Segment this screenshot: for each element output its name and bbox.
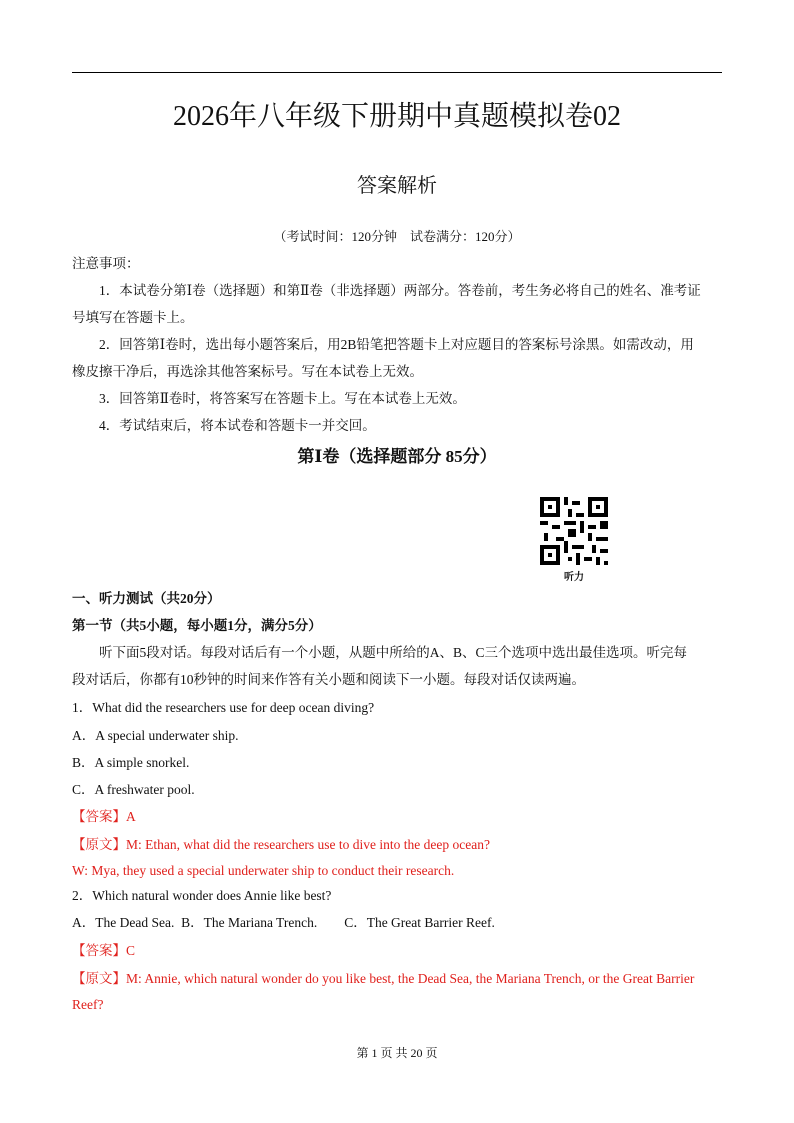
exam-info: （考试时间：120分钟 试卷满分：120分） — [273, 229, 521, 244]
question-1-transcript: W: Mya, they used a special underwater ship to conduct their research. — [72, 863, 455, 878]
page-subtitle: 答案解析 — [357, 175, 437, 197]
question-1-transcript: 【原文】M: Ethan, what did the researchers use to dive into the deep ocean? — [72, 837, 490, 852]
section-title: 第Ⅰ卷（选择题部分 85分） — [297, 447, 497, 466]
notice-line: 1．本试卷分第Ⅰ卷（选择题）和第Ⅱ卷（非选择题）两部分。答卷前，考生务必将自己的姓名、准考证 — [99, 283, 701, 298]
qr-code-icon[interactable] — [540, 497, 608, 565]
notice-line: 2．回答第Ⅰ卷时，选出每小题答案后，用2B铅笔把答题卡上对应题目的答案标号涂黑。如需改动，用 — [99, 337, 694, 352]
question-2: 2．Which natural wonder does Annie like best? — [72, 888, 332, 903]
header-rule — [72, 72, 722, 73]
notice-line: 3．回答第Ⅱ卷时，将答案写在答题卡上。写在本试卷上无效。 — [99, 391, 466, 406]
question-1: 1．What did the researchers use for deep ocean diving? — [72, 700, 375, 715]
notice-line: 4．考试结束后，将本试卷和答题卡一并交回。 — [99, 418, 376, 433]
question-2-options: A．The Dead Sea. B．The Mariana Trench. C．The Great Barrier Reef. — [72, 915, 495, 930]
question-1-option-a: A．A special underwater ship. — [72, 728, 239, 743]
question-2-answer: 【答案】C — [72, 943, 136, 958]
notice-heading: 注意事项： — [72, 256, 140, 271]
part-heading: 一、听力测试（共20分） — [72, 591, 221, 606]
instruction-line: 段对话后，你都有10秒钟的时间来作答有关小题和阅读下一小题。每段对话仅读两遍。 — [72, 672, 585, 687]
notice-line: 号填写在答题卡上。 — [72, 310, 194, 325]
question-1-option-b: B．A simple snorkel. — [72, 755, 190, 770]
qr-label: 听力 — [564, 572, 584, 583]
subsection-heading: 第一节（共5小题，每小题1分，满分5分） — [72, 618, 322, 633]
page-title: 2026年八年级下册期中真题模拟卷02 — [172, 101, 621, 132]
question-2-transcript: 【原文】M: Annie, which natural wonder do you like best, the Dead Sea, the Mariana Trench, or the Great Barrier — [72, 971, 695, 986]
question-1-option-c: C．A freshwater pool. — [72, 782, 195, 797]
instruction-line: 听下面5段对话。每段对话后有一个小题，从题中所给的A、B、C三个选项中选出最佳选项。听完每 — [99, 645, 688, 660]
question-1-answer: 【答案】A — [72, 809, 136, 824]
page-footer: 第 1 页 共 20 页 — [356, 1046, 438, 1060]
question-2-transcript: Reef? — [72, 997, 104, 1012]
notice-line: 橡皮擦干净后，再选涂其他答案标号。写在本试卷上无效。 — [72, 364, 423, 379]
